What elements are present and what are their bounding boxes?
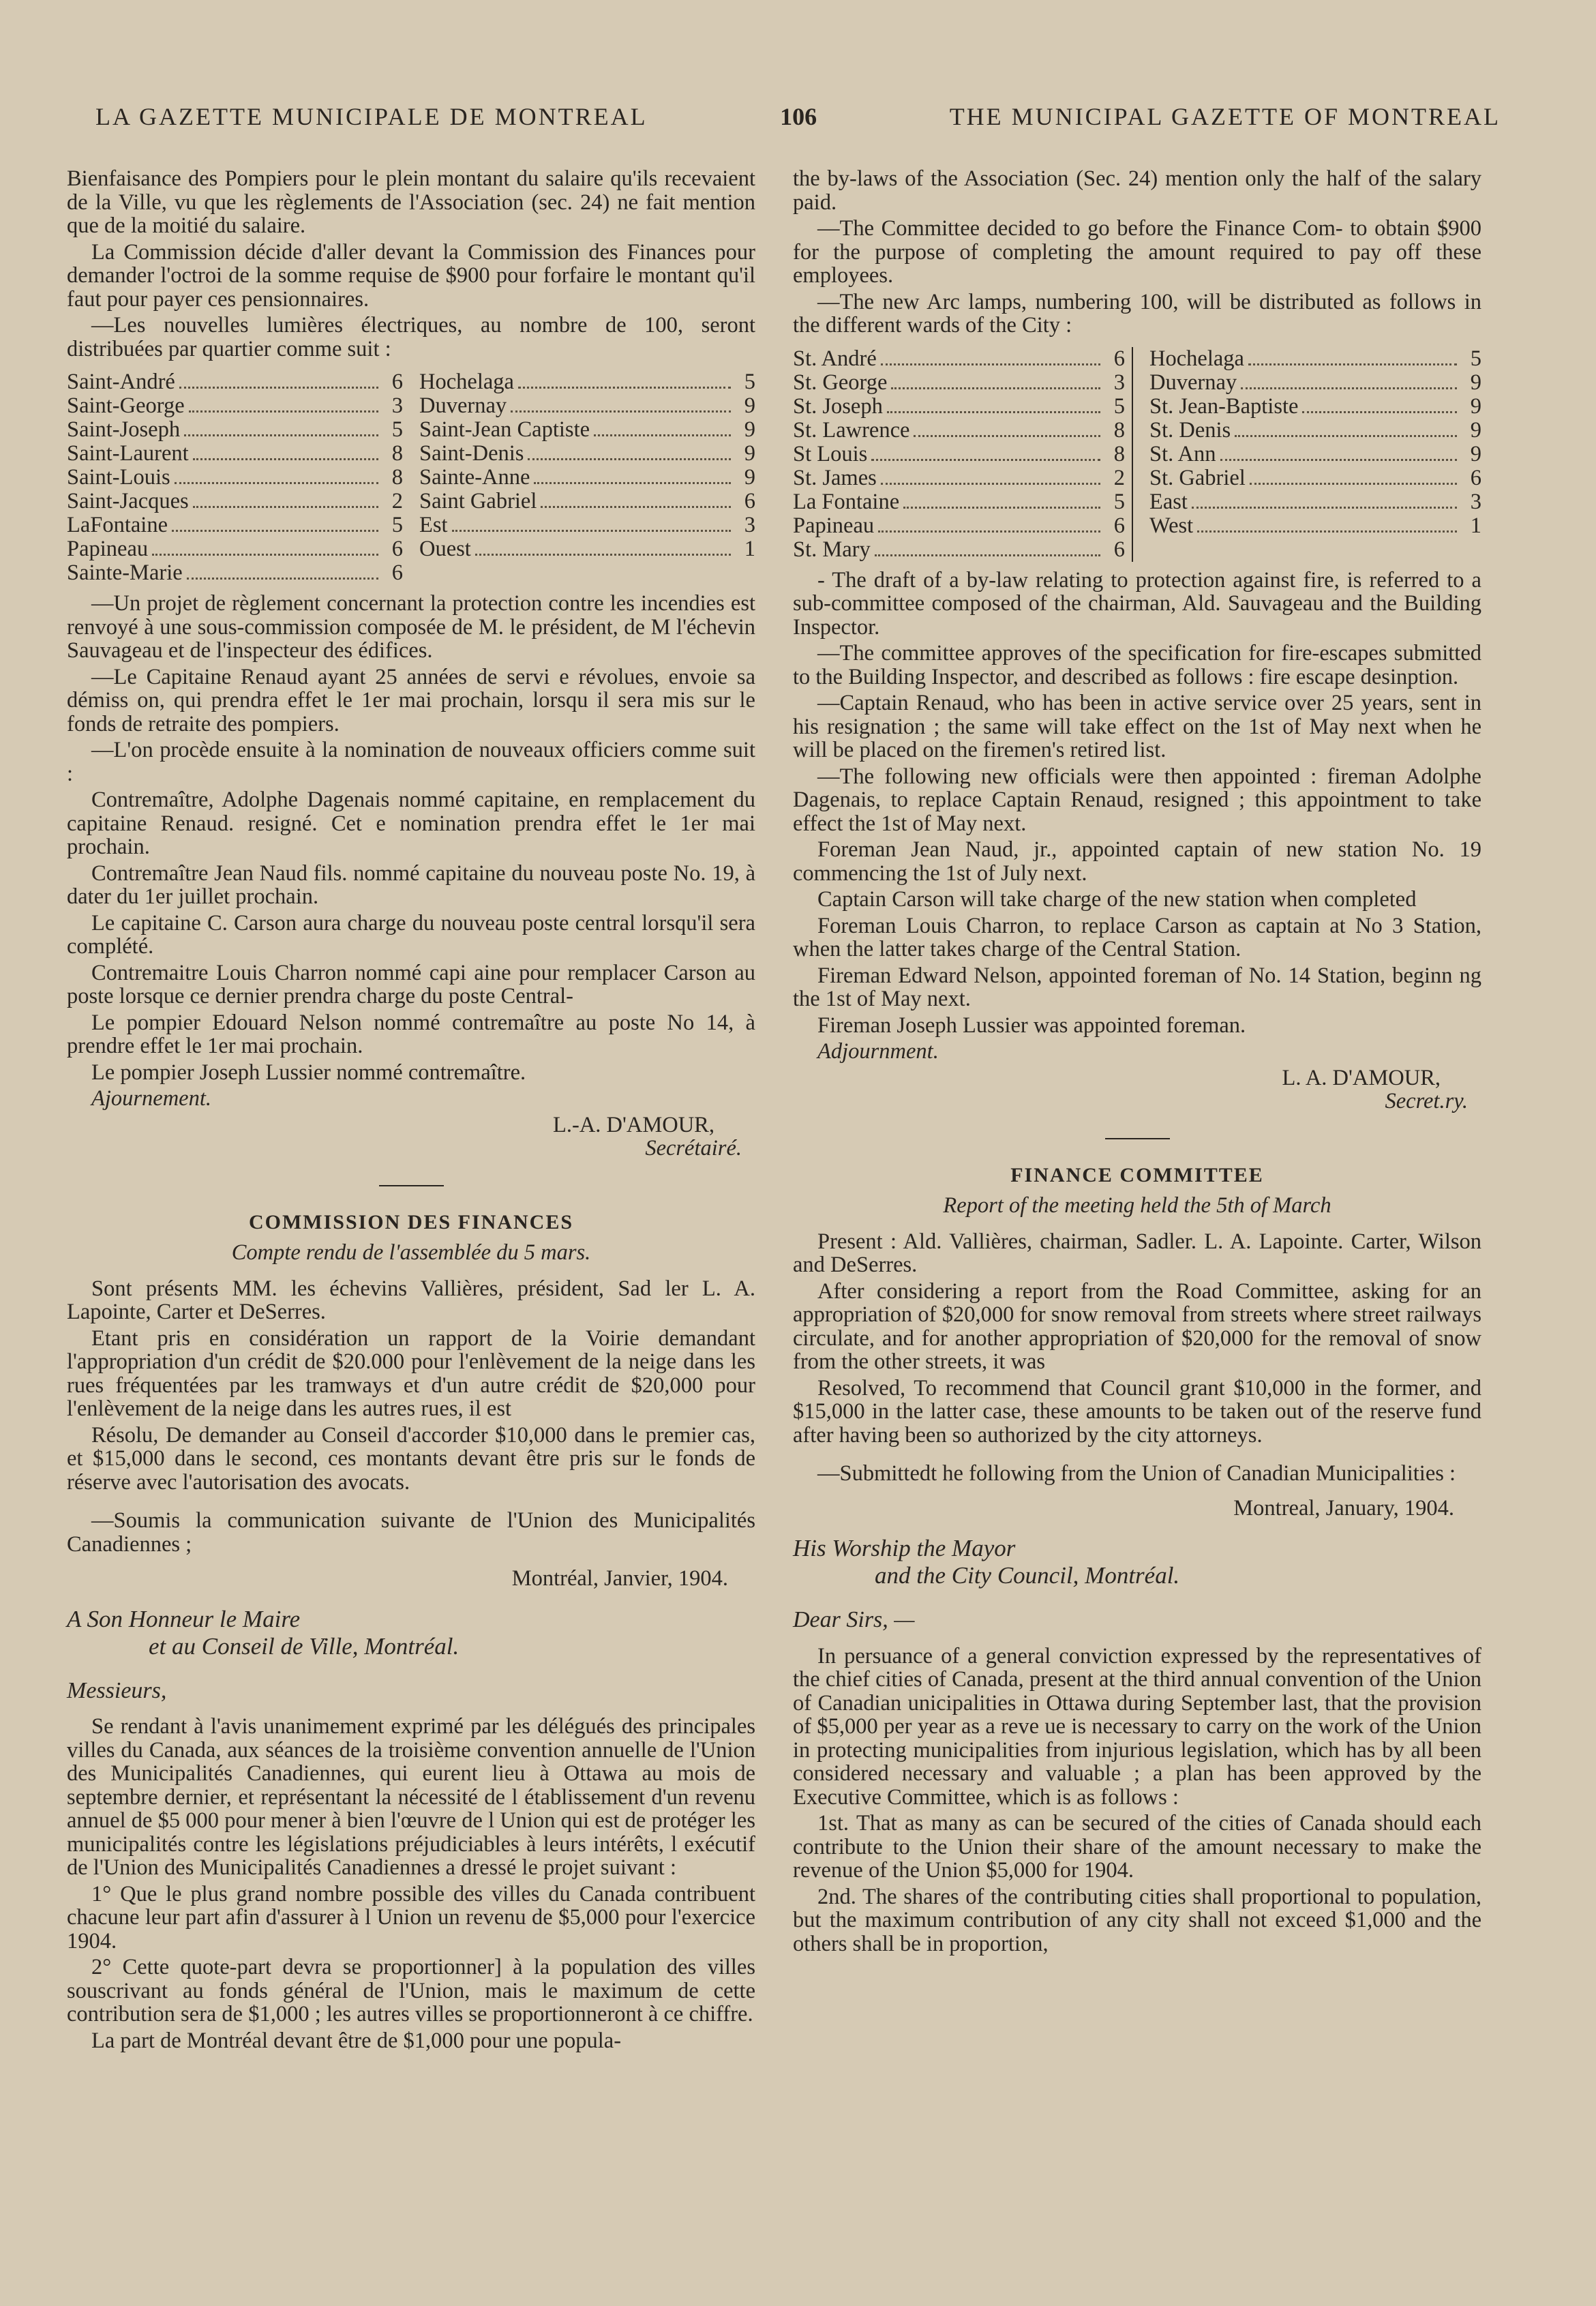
ward-row bbox=[793, 466, 1125, 490]
ward-name: Duvernay bbox=[1149, 370, 1237, 395]
lamp-count: 6 bbox=[391, 370, 403, 394]
ward-name: Hochelaga bbox=[1149, 346, 1244, 371]
lamp-count: 2 bbox=[391, 489, 403, 513]
lamp-count: 5 bbox=[744, 370, 755, 394]
paragraph: Le capitaine C. Carson aura charge du nouveau poste central lorsqu'il sera complété. bbox=[67, 910, 755, 959]
lamp-count: 6 bbox=[1113, 346, 1125, 371]
ward-row bbox=[1149, 514, 1481, 538]
dot-leader bbox=[887, 411, 1100, 413]
address-line: A Son Honneur le Maire bbox=[67, 1605, 301, 1632]
ward-name: St. Lawrence bbox=[793, 417, 910, 443]
ward-row bbox=[1149, 490, 1481, 514]
paragraph: —The committee approves of the specification for fire-escapes submitted to the Building Inspector, and described as follows : fire escape desinption. bbox=[793, 641, 1481, 689]
paragraph: Le pompier Joseph Lussier nommé contremaître. bbox=[91, 1060, 526, 1085]
adjournment: Ajournement. bbox=[91, 1086, 212, 1111]
ward-name: Saint-Jean Captiste bbox=[419, 417, 590, 442]
paragraph: —The following new officials were then appointed : fireman Adolphe Dagenais, to replace Captain Renaud, resigned ; this appointment to take effect the 1st of May next. bbox=[793, 764, 1481, 836]
paragraph: —The Committee decided to go before the Finance Com- to obtain $900 for the purpose of completing the amount required to pay off these employees. bbox=[793, 216, 1481, 288]
lamp-count: 3 bbox=[391, 393, 403, 418]
ward-list-b bbox=[419, 370, 755, 585]
paragraph: Resolved, To recommend that Council grant $10,000 in the former, and $15,000 in the latter case, these amounts to be taken out of the reserve fund after having been so authorized by the city attorneys. bbox=[793, 1375, 1481, 1448]
ward-row bbox=[67, 561, 403, 585]
ward-row bbox=[419, 513, 755, 537]
ward-name: Hochelaga bbox=[419, 370, 514, 394]
lamp-count: 6 bbox=[391, 537, 403, 561]
dot-leader bbox=[193, 506, 378, 508]
lamp-count: 3 bbox=[1470, 489, 1481, 514]
ward-list-a bbox=[793, 347, 1133, 562]
lamp-count: 6 bbox=[1113, 513, 1125, 538]
paragraph: —Submittedt he following from the Union of Canadian Municipalities : bbox=[817, 1461, 1456, 1486]
ward-row bbox=[67, 394, 403, 418]
paragraph: 2nd. The shares of the contributing cities shall proportional to population, but the maximum contribution of any city shall not exceed $1,000 and the others shall be in proportion, bbox=[793, 1884, 1481, 1956]
lamp-count: 5 bbox=[1470, 346, 1481, 371]
ward-row bbox=[67, 442, 403, 466]
ward-name: East bbox=[1149, 489, 1188, 514]
ward-name: Saint-Louis bbox=[67, 465, 170, 490]
ward-name: St. James bbox=[793, 465, 877, 490]
ward-row bbox=[67, 513, 403, 537]
paragraph: Foreman Jean Naud, jr., appointed captain of new station No. 19 commencing the 1st of July next. bbox=[793, 837, 1481, 886]
dot-leader bbox=[193, 458, 378, 460]
header-english-title: THE MUNICIPAL GAZETTE OF MONTREAL bbox=[949, 103, 1501, 130]
lamp-count: 8 bbox=[391, 441, 403, 466]
dot-leader bbox=[511, 410, 731, 413]
ward-name: St Louis bbox=[793, 441, 868, 466]
dot-leader bbox=[878, 530, 1100, 533]
letter-address bbox=[793, 1535, 1481, 1589]
section-subheading: Report of the meeting held the 5th of March bbox=[943, 1193, 1331, 1218]
lamp-count: 5 bbox=[391, 417, 403, 442]
ward-row bbox=[793, 419, 1125, 443]
ward-name: Papineau bbox=[67, 537, 149, 561]
ward-name: Saint-Joseph bbox=[67, 417, 181, 442]
letter-salutation: Dear Sirs, — bbox=[793, 1607, 915, 1632]
dot-leader bbox=[152, 554, 378, 556]
ward-name: La Fontaine bbox=[793, 489, 900, 514]
ward-name: Ouest bbox=[419, 537, 471, 561]
lamp-count: 8 bbox=[1113, 417, 1125, 443]
paragraph: La part de Montréal devant être de $1,000 pour une popula- bbox=[91, 2028, 622, 2053]
paragraph: - The draft of a by-law relating to protection against fire, is referred to a sub-committee composed of the chairman, Ald. Sauvageau and the Building Inspector. bbox=[793, 567, 1481, 640]
dot-leader bbox=[518, 387, 731, 389]
ward-name: Sainte-Marie bbox=[67, 560, 183, 585]
ward-name: Saint-Denis bbox=[419, 441, 524, 466]
letter-salutation: Messieurs, bbox=[67, 1677, 167, 1703]
dot-leader bbox=[541, 506, 731, 508]
dot-leader bbox=[1220, 459, 1457, 461]
ward-row bbox=[67, 370, 403, 394]
dot-leader bbox=[903, 507, 1100, 509]
paragraph: Résolu, De demander au Conseil d'accorder $10,000 dans le premier cas, et $15,000 dans le second, ces montants devant être pris sur le fonds de réserve avec l'autorisation des avocats. bbox=[67, 1422, 755, 1495]
paragraph: —L'on procède ensuite à la nomination de nouveaux officiers comme suit : bbox=[67, 738, 755, 786]
ward-name: Duvernay bbox=[419, 393, 507, 418]
dot-leader bbox=[184, 434, 378, 436]
lamp-count: 9 bbox=[1470, 393, 1481, 419]
ward-row bbox=[1149, 371, 1481, 395]
dot-leader bbox=[179, 387, 378, 389]
dot-leader bbox=[1241, 387, 1457, 389]
ward-name: Saint-Laurent bbox=[67, 441, 189, 466]
ward-name: St. George bbox=[793, 370, 888, 395]
ward-name: St. Joseph bbox=[793, 393, 883, 419]
ward-row bbox=[1149, 347, 1481, 371]
signature-name: L. A. D'AMOUR, bbox=[1282, 1065, 1441, 1090]
paragraph: Contremaitre Louis Charron nommé capi aine pour remplacer Carson au poste lorsque ce dernier prendra charge du poste Central- bbox=[67, 960, 755, 1008]
dot-leader bbox=[187, 578, 378, 580]
paragraph: Sont présents MM. les échevins Vallières, président, Sad ler L. A. Lapointe, Carter et DeSerres. bbox=[67, 1276, 755, 1324]
lamp-count: 9 bbox=[744, 465, 755, 490]
paragraph: —Les nouvelles lumières électriques, au nombre de 100, seront distribuées par quartier comme suit : bbox=[67, 313, 755, 361]
paragraph: Fireman Edward Nelson, appointed foreman of No. 14 Station, beginn ng the 1st of May next. bbox=[793, 963, 1481, 1011]
letter-date: Montréal, Janvier, 1904. bbox=[511, 1566, 728, 1591]
letter-date: Montreal, January, 1904. bbox=[1233, 1495, 1454, 1521]
ward-name: Sainte-Anne bbox=[419, 465, 530, 490]
lamp-count: 6 bbox=[744, 489, 755, 513]
ward-row bbox=[67, 490, 403, 513]
dot-leader bbox=[1197, 530, 1457, 533]
ward-name: Papineau bbox=[793, 513, 875, 538]
page-header bbox=[95, 102, 1501, 131]
paragraph: Etant pris en considération un rapport de la Voirie demandant l'appropriation d'un crédit de $20.000 pour l'enlèvement de la neige dans les rues fréquentées par les tramways et d'un autre crédit de $20,000 pour l'enlèvement de la neige dans les autres rues, il est bbox=[67, 1326, 755, 1421]
ward-name: LaFontaine bbox=[67, 513, 168, 537]
ward-list-b bbox=[1149, 347, 1481, 562]
dot-leader bbox=[175, 482, 378, 484]
ward-name: Saint-George bbox=[67, 393, 185, 418]
ward-name: Est bbox=[419, 513, 448, 537]
ward-lamp-table bbox=[67, 370, 755, 585]
signature-title: Secret.ry. bbox=[1385, 1089, 1468, 1113]
ward-row bbox=[793, 538, 1125, 562]
paragraph: —Le Capitaine Renaud ayant 25 années de servi e révolues, envoie sa démiss on, qui prendra effet le 1er mai prochain, lorsqu il sera mis sur le fonds de retraite des pompiers. bbox=[67, 664, 755, 736]
address-line: and the City Council, Montréal. bbox=[875, 1562, 1180, 1589]
adjournment: Adjournment. bbox=[817, 1039, 939, 1064]
paragraph: La Commission décide d'aller devant la Commission des Finances pour demander l'octroi de la somme requise de $900 pour forfaire le montant qu'il faut pour payer ces pensionnaires. bbox=[67, 239, 755, 312]
lamp-count: 5 bbox=[1113, 393, 1125, 419]
ward-name: St. Jean-Baptiste bbox=[1149, 393, 1299, 419]
dot-leader bbox=[475, 554, 731, 556]
ward-row bbox=[793, 371, 1125, 395]
ward-row bbox=[1149, 395, 1481, 419]
lamp-count: 6 bbox=[1470, 465, 1481, 490]
header-french-title: LA GAZETTE MUNICIPALE DE MONTREAL bbox=[95, 103, 648, 130]
ward-row bbox=[1149, 419, 1481, 443]
paragraph: Le pompier Edouard Nelson nommé contremaître au poste No 14, à prendre effet le 1er mai prochain. bbox=[67, 1010, 755, 1058]
ward-name: Saint-Jacques bbox=[67, 489, 189, 513]
lamp-count: 5 bbox=[1113, 489, 1125, 514]
paragraph: Contremaître Jean Naud fils. nommé capitaine du nouveau poste No. 19, à dater du 1er juillet prochain. bbox=[67, 860, 755, 909]
paragraph: After considering a report from the Road Committee, asking for an appropriation of $20,000 for snow removal from streets where street railways circulate, and for another appropriation of $20,000 for the removal of snow from the other streets, it was bbox=[793, 1278, 1481, 1374]
address-line: His Worship the Mayor bbox=[793, 1535, 1016, 1561]
dot-leader bbox=[875, 554, 1100, 556]
dot-leader bbox=[891, 387, 1100, 389]
ward-name: St. Ann bbox=[1149, 441, 1216, 466]
ward-name: St. Gabriel bbox=[1149, 465, 1246, 490]
dot-leader bbox=[1248, 363, 1457, 365]
ward-row bbox=[67, 466, 403, 490]
ward-row bbox=[1149, 443, 1481, 466]
signature-title: Secrétairé. bbox=[645, 1136, 742, 1161]
lamp-count: 8 bbox=[391, 465, 403, 490]
ward-row bbox=[419, 442, 755, 466]
paragraph: —Captain Renaud, who has been in active service over 25 years, sent in his resignation ; the same will take effect on the 1st of May next when he will be placed on the firemen's retired list. bbox=[793, 691, 1481, 762]
signature-name: L.-A. D'AMOUR, bbox=[553, 1112, 714, 1137]
dot-leader bbox=[189, 410, 378, 413]
ward-row bbox=[419, 490, 755, 513]
letter-address bbox=[67, 1606, 755, 1660]
dot-leader bbox=[871, 459, 1100, 461]
paragraph: 2° Cette quote-part devra se proportionner] à la population des villes souscrivant au fonds général de l'Union, mais le maximum de cette contribution sera de $1,000 ; les autres villes se proportionneront à ce chiffre. bbox=[67, 1955, 755, 2026]
ward-name: St. Denis bbox=[1149, 417, 1231, 443]
ward-name: St. Mary bbox=[793, 537, 871, 562]
section-heading: FINANCE COMMITTEE bbox=[1010, 1163, 1264, 1186]
paragraph: Bienfaisance des Pompiers pour le plein montant du salaire qu'ils recevaient de la Ville, vu que les règlements de l'Association (sec. 24) ne fait mention que de la moitié du salaire. bbox=[67, 166, 755, 238]
dot-leader bbox=[1235, 435, 1457, 437]
ward-row bbox=[419, 418, 755, 442]
paragraph: 1st. That as many as can be secured of the cities of Canada should each contribute to the Union their share of the amount necessary to make the revenue of the Union $5,000 for 1904. bbox=[793, 1811, 1481, 1883]
ward-row bbox=[793, 347, 1125, 371]
dot-leader bbox=[594, 434, 731, 436]
lamp-count: 9 bbox=[1470, 417, 1481, 443]
paragraph: the by-laws of the Association (Sec. 24) mention only the half of the salary paid. bbox=[793, 166, 1481, 215]
dot-leader bbox=[1192, 507, 1457, 509]
dot-leader bbox=[1302, 411, 1457, 413]
lamp-count: 8 bbox=[1113, 441, 1125, 466]
paragraph: —The new Arc lamps, numbering 100, will be distributed as follows in the different wards of the City : bbox=[793, 289, 1481, 338]
ward-name: Saint-André bbox=[67, 370, 175, 394]
dot-leader bbox=[534, 482, 731, 484]
lamp-count: 9 bbox=[1470, 370, 1481, 395]
paragraph: Fireman Joseph Lussier was appointed foreman. bbox=[817, 1013, 1246, 1038]
lamp-count: 9 bbox=[1470, 441, 1481, 466]
section-heading: COMMISSION DES FINANCES bbox=[248, 1210, 574, 1233]
dot-leader bbox=[172, 530, 378, 532]
ward-list-a bbox=[67, 370, 403, 585]
ward-row bbox=[793, 395, 1125, 419]
address-line: et au Conseil de Ville, Montréal. bbox=[149, 1632, 460, 1660]
lamp-count: 9 bbox=[744, 417, 755, 442]
french-column bbox=[67, 167, 755, 2055]
ward-row bbox=[419, 537, 755, 561]
ward-name: West bbox=[1149, 513, 1194, 538]
ward-row bbox=[793, 490, 1125, 514]
lamp-count: 9 bbox=[744, 441, 755, 466]
dot-leader bbox=[881, 483, 1100, 485]
ward-row bbox=[67, 537, 403, 561]
section-divider bbox=[1105, 1138, 1170, 1139]
paragraph: Foreman Louis Charron, to replace Carson as captain at No 3 Station, when the latter takes charge of the Central Station. bbox=[793, 913, 1481, 961]
lamp-count: 3 bbox=[744, 513, 755, 537]
dot-leader bbox=[881, 363, 1100, 365]
lamp-count: 9 bbox=[744, 393, 755, 418]
ward-row bbox=[793, 443, 1125, 466]
lamp-count: 6 bbox=[1113, 537, 1125, 562]
page-number: 106 bbox=[780, 103, 817, 130]
ward-name: Saint Gabriel bbox=[419, 489, 537, 513]
paragraph: In persuance of a general conviction expressed by the representatives of the chief cities of Canada, present at the third annual convention of the Union of Canadian unicipalities in Ottawa during September last, that the provision of $5,000 per year as a reve ue is necessary to carry on the work of the Union in protecting municipalities from injurious legislation, which has by all been considered necessary and valuable ; a plan has been approved by the Executive Committee, which is as follows : bbox=[793, 1643, 1481, 1810]
paragraph: Se rendant à l'avis unanimement exprimé par les délégués des principales villes du Canada, aux séances de la troisième convention annuelle de l'Union des Municipalités Canadiennes, qui eurent lieu à Ottawa au mois de septembre dernier, et représentant la nécessité de l établissement d'un revenu annuel de $5 000 pour mener à bien l'œuvre de l Union qui est de protéger les municipalités contre les législations préjudiciables à leurs intérêts, l exécutif de l'Union des Municipalités Canadiennes a dressé le projet suivant : bbox=[67, 1714, 755, 1880]
english-column bbox=[793, 167, 1481, 1958]
dot-leader bbox=[528, 458, 731, 460]
ward-lamp-table bbox=[793, 347, 1481, 562]
section-subheading: Compte rendu de l'assemblée du 5 mars. bbox=[231, 1240, 591, 1265]
paragraph: —Soumis la communication suivante de l'Union des Municipalités Canadiennes ; bbox=[67, 1508, 755, 1557]
lamp-count: 5 bbox=[391, 513, 403, 537]
paragraph: Contremaître, Adolphe Dagenais nommé capitaine, en remplacement du capitaine Renaud. resigné. Cet e nomination prendra effet le 1er mai prochain. bbox=[67, 788, 755, 859]
ward-row bbox=[419, 394, 755, 418]
dot-leader bbox=[914, 435, 1100, 437]
ward-row bbox=[419, 370, 755, 394]
ward-name: St. André bbox=[793, 346, 877, 371]
lamp-count: 1 bbox=[744, 537, 755, 561]
ward-row bbox=[1149, 466, 1481, 490]
section-divider bbox=[379, 1185, 444, 1186]
lamp-count: 3 bbox=[1113, 370, 1125, 395]
paragraph: 1° Que le plus grand nombre possible des villes du Canada contribuent chacune leur part afin d'assurer à l Union un revenu de $5,000 pour l'exercice 1904. bbox=[67, 1881, 755, 1953]
lamp-count: 1 bbox=[1470, 513, 1481, 538]
dot-leader bbox=[452, 530, 731, 532]
lamp-count: 6 bbox=[391, 560, 403, 585]
paragraph: Present : Ald. Vallières, chairman, Sadler. L. A. Lapointe. Carter, Wilson and DeSerres. bbox=[793, 1229, 1481, 1277]
ward-row bbox=[67, 418, 403, 442]
dot-leader bbox=[1250, 483, 1457, 485]
lamp-count: 2 bbox=[1113, 465, 1125, 490]
paragraph: Captain Carson will take charge of the new station when completed bbox=[817, 887, 1417, 912]
paragraph: —Un projet de règlement concernant la protection contre les incendies est renvoyé à une sous-commission composée de M. le président, de M l'échevin Sauvageau et de l'inspecteur des édifices. bbox=[67, 591, 755, 663]
ward-row bbox=[419, 466, 755, 490]
ward-row bbox=[793, 514, 1125, 538]
